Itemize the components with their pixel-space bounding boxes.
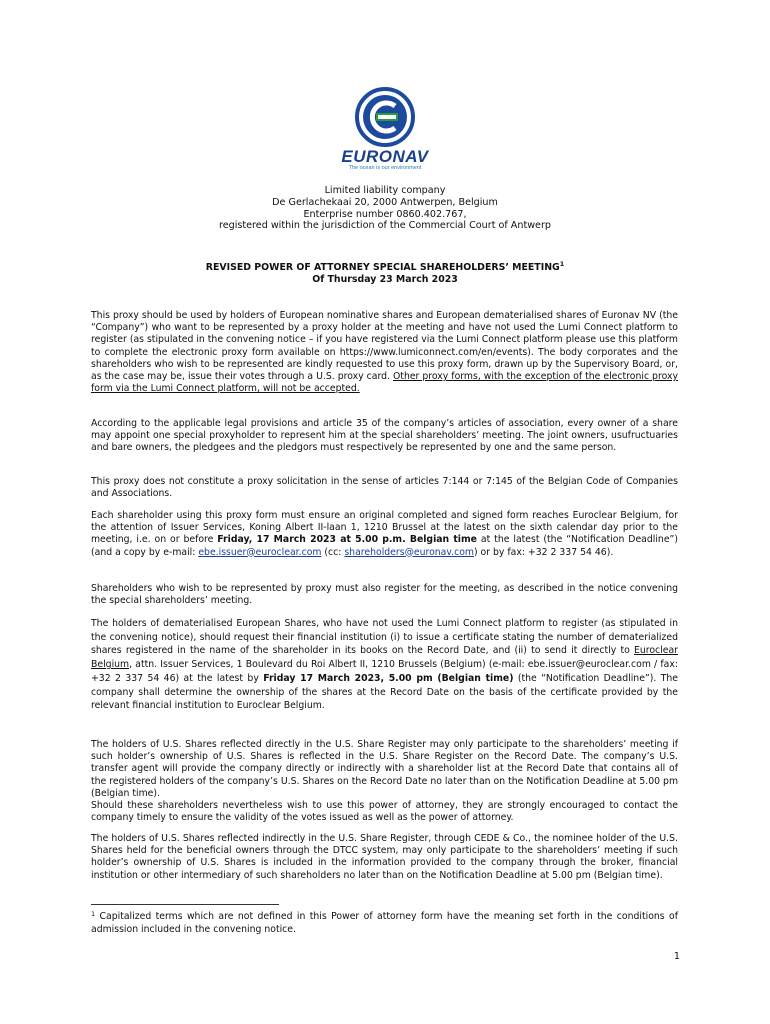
underlined-notice: Other proxy forms, with the exception of the electronic proxy form via the Lumi Connect platform, will not be accepted. bbox=[91, 371, 678, 395]
paragraph-legal-provisions: According to the applicable legal provisions and article 35 of the company’s articles of association, every owner of a share may appoint one special proxyholder to represent him at the special shareholders’ meeting. The joint owners, usufructuaries and bare owners, the pledgees and the pledgors must respectively be represented by one and the same person. bbox=[91, 418, 678, 454]
footnote-divider bbox=[91, 904, 279, 905]
enterprise-number: Enterprise number 0860.402.767, bbox=[303, 208, 467, 220]
company-type: Limited liability company bbox=[324, 185, 446, 196]
company-address: De Gerlachekaai 20, 2000 Antwerpen, Belgium bbox=[272, 196, 498, 208]
deadline-bold: Friday, 17 March 2023 at 5.00 p.m. Belgian time bbox=[217, 534, 477, 546]
euronav-emblem-icon bbox=[323, 86, 447, 148]
paragraph-proxy-use: This proxy should be used by holders of European nominative shares and European dematerialised shares of Euronav NV (the “Company”) who want to be represented by a proxy holder at the meeting and have not used the Lumi Connect platform to register (as stipulated in the convening notice – if you have registered via the Lumi Connect platform please use this platform to complete the electronic proxy form available on https://www.lumiconnect.com/en/events). The body corporates and the shareholders who wish to be represented are kindly requested to use this proxy form, drawn up by the Supervisory Board, or, as the case may be, issue their votes through a U.S. proxy card. Other proxy forms, with the exception of the electronic proxy form via the Lumi Connect platform, will not be accepted. bbox=[91, 310, 678, 395]
paragraph-us-indirect-holders: The holders of U.S. Shares reflected indirectly in the U.S. Share Register, through CEDE & Co., the nominee holder of the U.S. Shares held for the beneficial owners through the DTCC system, may only participate to the shareholders’ meeting if such holder’s ownership of U.S. Shares is included in the information provided to the company through the broker, financial institution or other intermediary of such shareholders no later than on the Notification Deadline at 5.00 pm (Belgian time). bbox=[91, 833, 678, 881]
email-link-euroclear[interactable]: ebe.issuer@euroclear.com bbox=[198, 546, 322, 558]
footnote: $^1$ Capitalized terms which are not defined in this Power of attorney form have the meaning set forth in the conditions of admission included in the convening notice. bbox=[91, 910, 678, 935]
deadline-bold-2: Friday 17 March 2023, 5.00 pm (Belgian time) bbox=[263, 672, 514, 684]
euronav-logo bbox=[323, 86, 447, 176]
document-title bbox=[100, 262, 670, 286]
paragraph-us-direct-holders: The holders of U.S. Shares reflected directly in the U.S. Share Register may only participate to the shareholders’ meeting if such holder’s ownership of U.S. Shares is reflected in the U.S. Share Register on the Record Date. The company’s U.S. transfer agent will provide the company directly or indirectly with a shareholder list at the Record Date that contains all of the registered holders of the company’s U.S. Shares on the Record Date no later than on the Notification Deadline at 5.00 pm (Belgian time). Should these shareholders nevertheless wish to use this power of attorney, they are strongly encouraged to contact the company timely to ensure the validity of the votes issued as well as the power of attorney. bbox=[91, 739, 678, 824]
email-link-shareholders[interactable]: shareholders@euronav.com bbox=[344, 546, 474, 558]
company-details bbox=[100, 185, 670, 232]
paragraph-registration: Shareholders who wish to be represented by proxy must also register for the meeting, as described in the notice convening the special shareholders’ meeting. bbox=[91, 583, 678, 607]
title-line: REVISED POWER OF ATTORNEY SPECIAL SHAREHOLDERS’ MEETING bbox=[205, 262, 560, 273]
page-number: 1 bbox=[673, 951, 680, 962]
footnote-ref: 1 bbox=[559, 260, 565, 268]
paragraph-proxy-solicitation: This proxy does not constitute a proxy solicitation in the sense of articles 7:144 or 7:145 of the Belgian Code of Companies and Associations. bbox=[91, 476, 678, 500]
footnote-number: 1 bbox=[91, 910, 96, 918]
euroclear-underlined: Euroclear Belgium bbox=[91, 645, 678, 671]
court-jurisdiction: registered within the jurisdiction of the Commercial Court of Antwerp bbox=[219, 220, 551, 232]
logo-tagline: The ocean is our environment bbox=[348, 165, 422, 171]
paragraph-us-encouragement: Should these shareholders nevertheless wish to use this power of attorney, they are strongly encouraged to contact the company timely to ensure the validity of the votes issued as well as the power of attorney. bbox=[91, 800, 678, 824]
logo-wordmark: EURONAV bbox=[341, 147, 429, 166]
meeting-date: Of Thursday 23 March 2023 bbox=[312, 274, 458, 285]
paragraph-dematerialised-holders: The holders of dematerialised European Shares, who have not used the Lumi Connect platform to register (as stipulated in the convening notice), should request their financial institution (i) to issue a certificate stating the number of dematerialized shares registered in the name of the shareholder in its books on the Record Date, and (ii) to send it directly to Euroclear Belgium, attn. Issuer Services, 1 Boulevard du Roi Albert II, 1210 Brussels (Belgium) (e-mail: ebe.issuer@euroclear.com / fax: +32 2 337 54 46) at the latest by Friday 17 March 2023, 5.00 pm (Belgian time) (the “Notification Deadline”). The company shall determine the ownership of the shares at the Record Date on the basis of the certificate provided by the relevant financial institution to Euroclear Belgium. bbox=[91, 618, 679, 712]
paragraph-submission: Each shareholder using this proxy form must ensure an original completed and signed form reaches Euroclear Belgium, for the attention of Issuer Services, Koning Albert II-laan 1, 1210 Brussel at the latest on the sixth calendar day prior to the meeting, i.e. on or before Friday, 17 March 2023 at 5.00 p.m. Belgian time at the latest (the “Notification Deadline”) (and a copy by e-mail: ebe.issuer@euroclear.com (cc: shareholders@euronav.com) or by fax: +32 2 337 54 46). bbox=[91, 510, 678, 558]
